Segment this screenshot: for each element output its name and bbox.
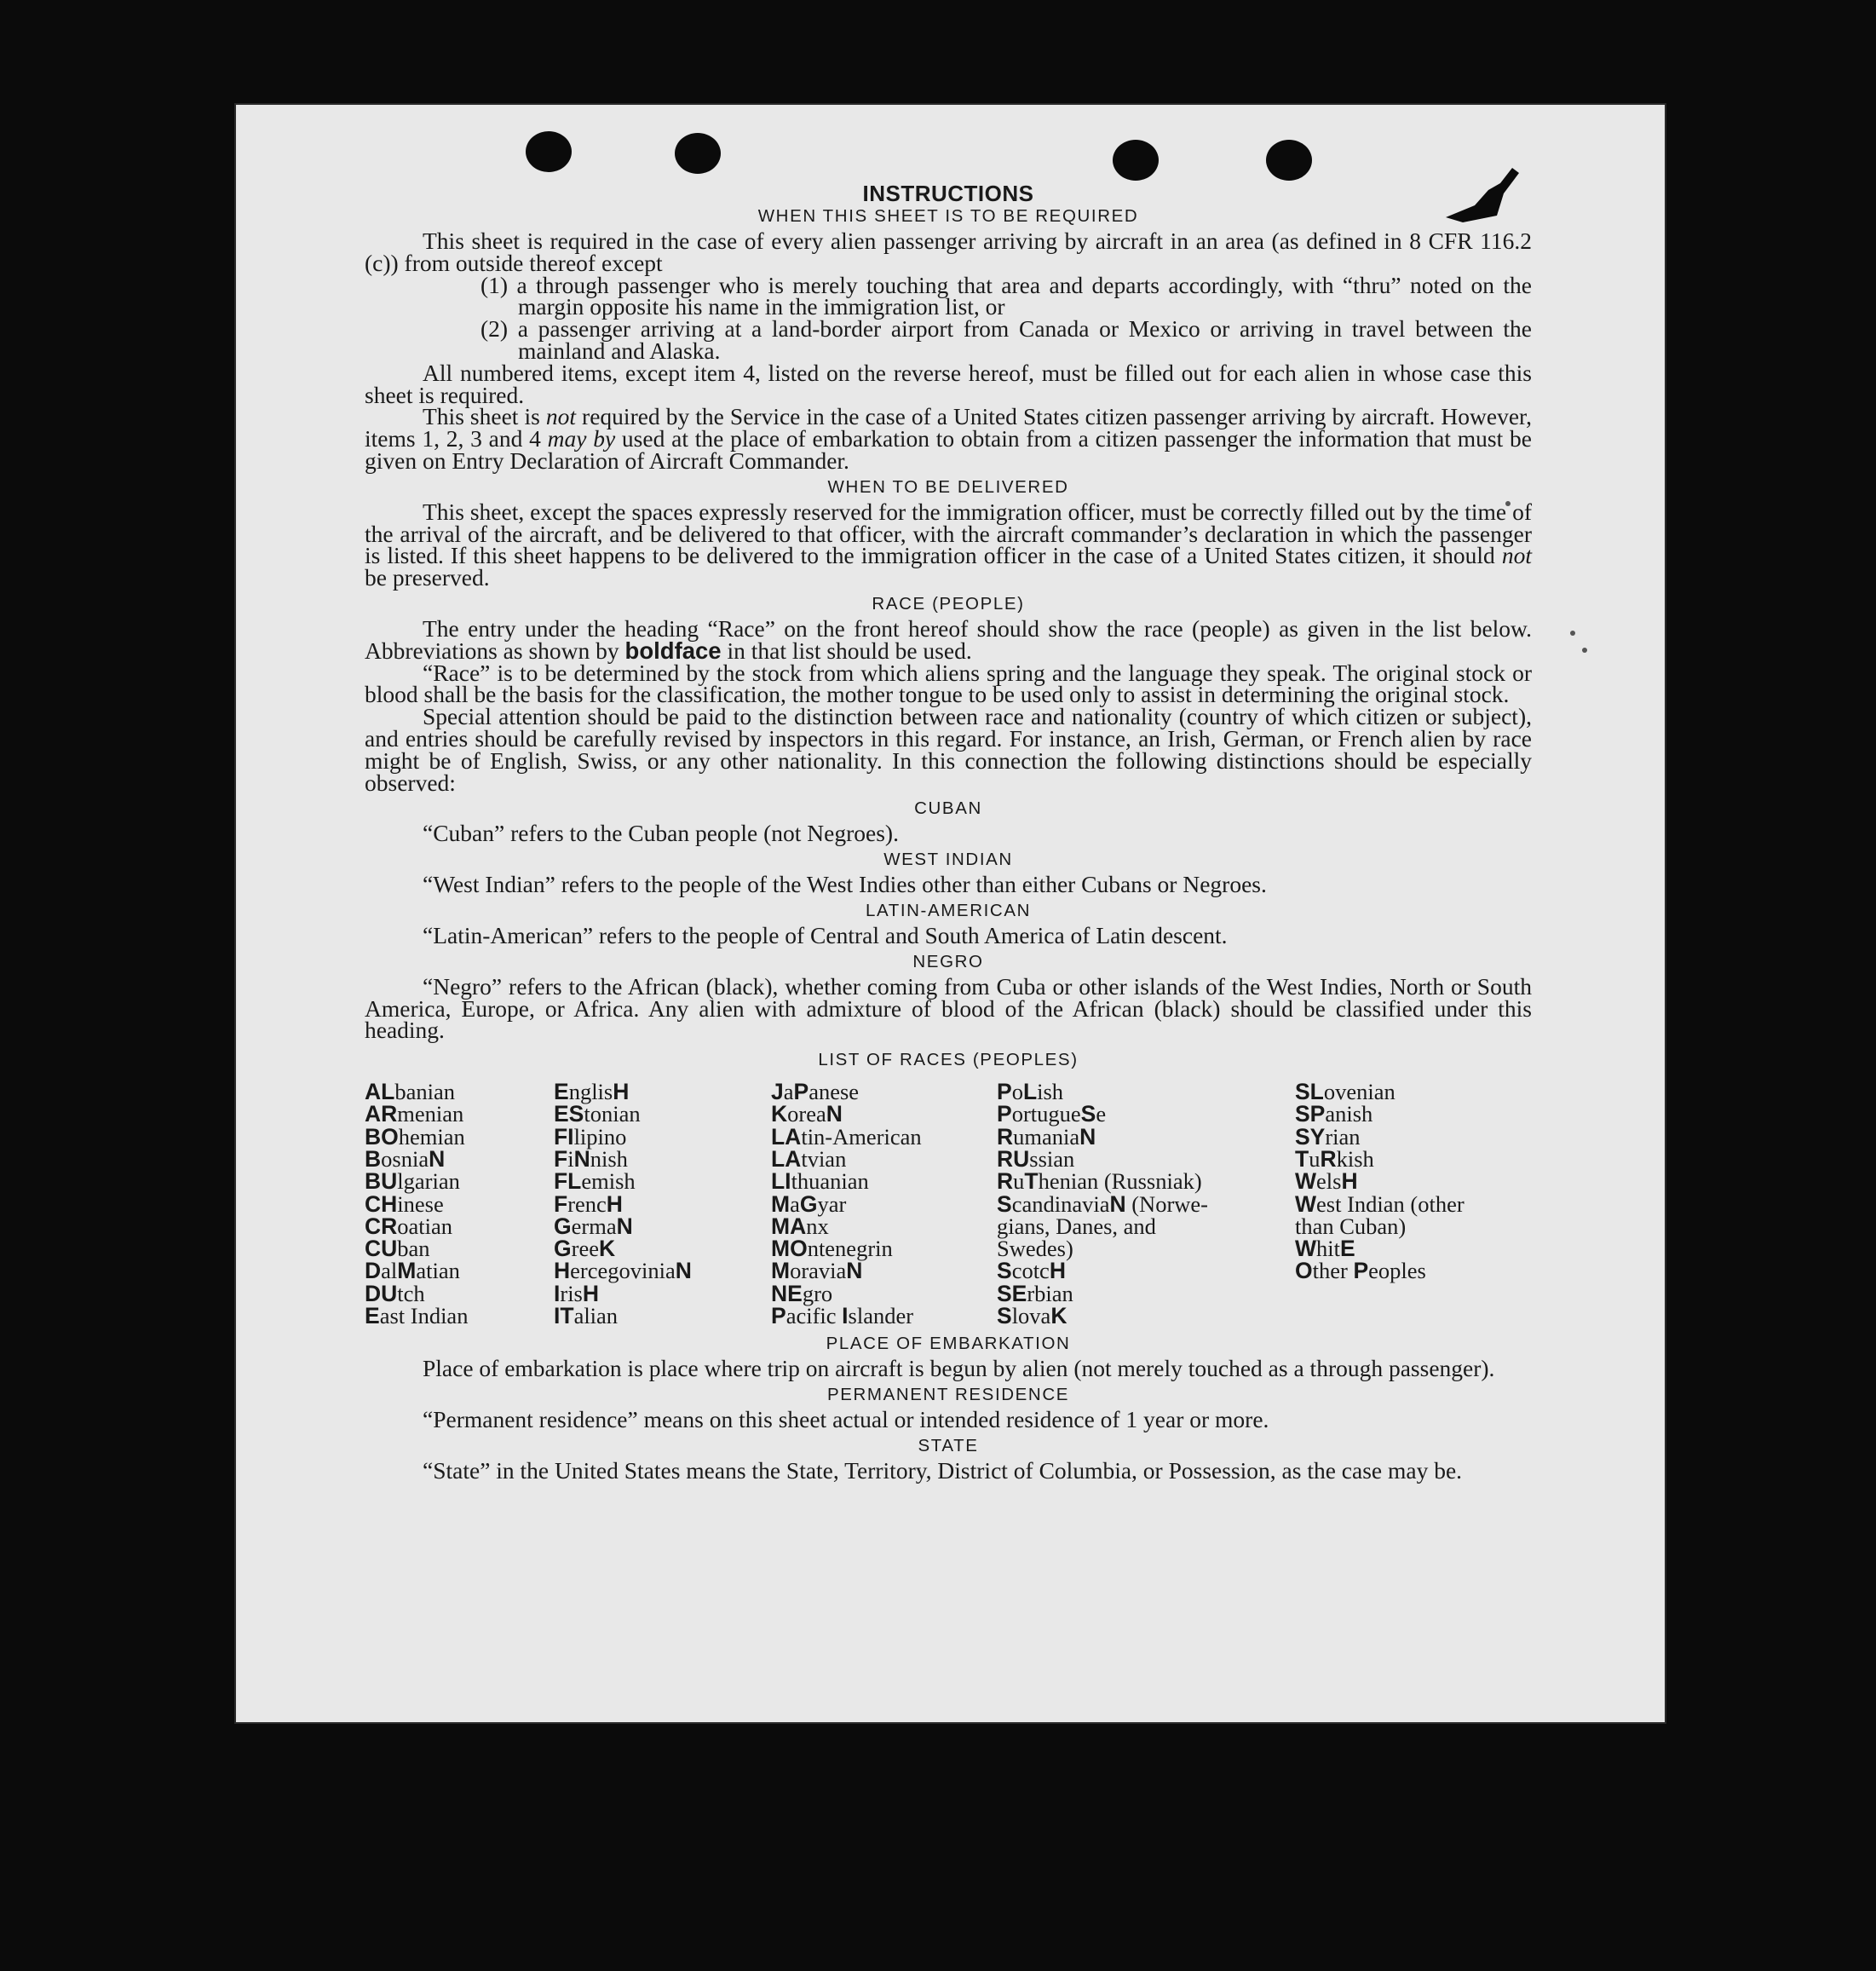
race-entry: MaGyar — [771, 1190, 847, 1217]
paragraph: The entry under the heading “Race” on the front hereof should show the race (people) as given in the list below. Abbreviations as shown by boldface in that list should be used. — [365, 614, 1532, 664]
race-entry: LIthuanian — [771, 1168, 869, 1195]
paragraph: “Permanent residence” means on this sheet actual or intended residence of 1 year or more. — [423, 1406, 1269, 1433]
section-heading: WHEN TO BE DELIVERED — [827, 476, 1069, 497]
punch-hole — [526, 131, 572, 172]
paragraph: This sheet is not required by the Service in the case of a United States citizen passenger arriving by aircraft. However, items 1, 2, 3 and 4 may by used at the place of embarkation to obtain from a citizen passenger the information that must be given on Entry Declaration of Aircraft Commander. — [365, 403, 1532, 474]
race-entry: NEgro — [771, 1280, 833, 1306]
race-entry: FIlipino — [554, 1123, 627, 1150]
section-heading: LIST OF RACES (PEOPLES) — [818, 1050, 1079, 1070]
race-entry: WelsH — [1295, 1168, 1358, 1195]
section-heading: PLACE OF EMBARKATION — [826, 1334, 1071, 1354]
race-entry: Swedes) — [997, 1236, 1073, 1262]
punch-hole — [675, 133, 721, 174]
list-item: (2) a passenger arriving at a land-border airport from Canada or Mexico or arriving in travel between the mainland and Alaska. — [481, 315, 1532, 364]
race-entry: SLovenian — [1295, 1079, 1395, 1105]
race-entry: gians, Danes, and — [997, 1213, 1156, 1239]
race-entry: BUlgarian — [365, 1168, 460, 1195]
page-title: INSTRUCTIONS — [862, 181, 1034, 206]
race-entry: DUtch — [365, 1280, 425, 1306]
race-entry: than Cuban) — [1295, 1213, 1407, 1239]
section-heading: NEGRO — [912, 951, 984, 971]
race-entry: SlovaK — [997, 1303, 1067, 1329]
race-entry: ARmenian — [365, 1101, 464, 1127]
paragraph: “Negro” refers to the African (black), whether coming from Cuba or other islands of the West Indies, North or South America, Europe, or Africa. Any alien with admixture of blood of the African (black) should be classified under this heading. — [365, 972, 1532, 1044]
race-entry: SPanish — [1295, 1101, 1373, 1127]
race-entry: WhitE — [1295, 1236, 1355, 1262]
race-entry: DalMatian — [365, 1258, 460, 1284]
race-entry: MoraviaN — [771, 1258, 863, 1284]
race-entry: RumaniaN — [997, 1123, 1096, 1150]
paragraph: “West Indian” refers to the people of the West Indies other than either Cubans or Negroes. — [423, 871, 1267, 898]
race-entry: GermaN — [554, 1213, 633, 1239]
race-entry: LAtin-American — [771, 1123, 922, 1150]
race-column — [771, 1081, 997, 1327]
document-sheet — [236, 105, 1665, 1722]
race-entry: EStonian — [554, 1101, 641, 1127]
races-list — [365, 1081, 1532, 1327]
race-entry: CRoatian — [365, 1213, 453, 1239]
race-entry: TuRkish — [1295, 1146, 1374, 1172]
race-entry: PoLish — [997, 1079, 1064, 1105]
race-entry: LAtvian — [771, 1146, 847, 1172]
race-entry: MOntenegrin — [771, 1236, 893, 1262]
paragraph: “Race” is to be determined by the stock from which aliens spring and the language they speak. The original stock or blood shall be the basis for the classification, the mother tongue to be used only to assist in determining the original stock. — [365, 659, 1532, 708]
race-column — [554, 1081, 771, 1327]
race-entry: KoreaN — [771, 1101, 843, 1127]
race-entry: CUban — [365, 1236, 430, 1262]
paragraph: Special attention should be paid to the distinction between race and nationality (country of which citizen or subject), and entries should be carefully revised by inspectors in this regard. For instance, an Irish, German, or French alien by race might be of English, Swiss, or any other nationality. In this connection the following distinctions should be especially observed: — [365, 703, 1532, 796]
section-heading: WEST INDIAN — [883, 850, 1013, 870]
instructions-body — [365, 181, 1532, 1482]
race-entry: East Indian — [365, 1303, 469, 1329]
race-entry: GreeK — [554, 1236, 616, 1262]
race-entry: West Indian (other — [1295, 1190, 1465, 1217]
race-entry: Other Peoples — [1295, 1258, 1426, 1284]
race-entry: FLemish — [554, 1168, 636, 1195]
race-entry: ScotcH — [997, 1258, 1066, 1284]
paragraph: This sheet, except the spaces expressly reserved for the immigration officer, must be correctly filled out by the time of the arrival of the aircraft, and be delivered to that officer, with the aircraft commander’s declaration in which the passenger is listed. If this sheet happens to be delivered to the immigration officer in the case of a United States citizen, it should not be preserved. — [365, 498, 1532, 591]
section-heading: CUBAN — [914, 798, 982, 819]
race-entry: HercegoviniaN — [554, 1258, 692, 1284]
section-heading: LATIN-AMERICAN — [865, 900, 1031, 920]
race-entry: BosniaN — [365, 1146, 446, 1172]
paragraph: This sheet is required in the case of every alien passenger arriving by aircraft in an area (as defined in 8 CFR 116.2 (c)) from outside thereof except — [365, 228, 1532, 276]
section-heading: PERMANENT RESIDENCE — [826, 1385, 1070, 1405]
race-column — [1295, 1081, 1532, 1327]
race-entry: ITalian — [554, 1303, 619, 1329]
race-entry: BOhemian — [365, 1123, 465, 1150]
race-entry: ALbanian — [365, 1079, 455, 1105]
race-entry: RUssian — [997, 1146, 1075, 1172]
race-entry: JaPanese — [771, 1079, 860, 1105]
paragraph: Place of embarkation is place where trip on aircraft is begun by alien (not merely touched as a through passenger). — [423, 1355, 1495, 1382]
race-entry: EnglisH — [554, 1079, 630, 1105]
race-column — [365, 1081, 554, 1327]
section-heading: RACE (PEOPLE) — [872, 593, 1025, 614]
race-entry: MAnx — [771, 1213, 829, 1239]
speck — [1582, 648, 1587, 653]
section-heading: WHEN THIS SHEET IS TO BE REQUIRED — [757, 206, 1139, 226]
paragraph: “Latin-American” refers to the people of Central and South America of Latin descent. — [423, 921, 1228, 948]
race-entry: Pacific Islander — [771, 1303, 914, 1329]
punch-hole — [1266, 140, 1312, 181]
list-item: (1) a through passenger who is merely touching that area and departs accordingly, with “thru” noted on the margin opposite his name in the immigration list, or — [481, 271, 1532, 320]
race-entry: CHinese — [365, 1190, 444, 1217]
section-heading: STATE — [918, 1435, 979, 1455]
race-entry: SYrian — [1295, 1123, 1361, 1150]
paragraph: “State” in the United States means the State, Territory, District of Columbia, or Possession, as the case may be. — [423, 1456, 1463, 1484]
punch-hole — [1113, 140, 1159, 181]
race-entry: SErbian — [997, 1280, 1073, 1306]
race-column — [997, 1081, 1295, 1327]
race-entry: FiNnish — [554, 1146, 628, 1172]
race-entry: ScandinaviaN (Norwe- — [997, 1190, 1208, 1217]
race-entry: IrisH — [554, 1280, 600, 1306]
paragraph: “Cuban” refers to the Cuban people (not Negroes). — [423, 820, 899, 847]
speck — [1570, 631, 1575, 636]
race-entry: RuThenian (Russniak) — [997, 1168, 1202, 1195]
paragraph: All numbered items, except item 4, listed on the reverse hereof, must be filled out for each alien in whose case this sheet is required. — [365, 359, 1532, 408]
race-entry: PortugueSe — [997, 1101, 1107, 1127]
race-entry: FrencH — [554, 1190, 623, 1217]
